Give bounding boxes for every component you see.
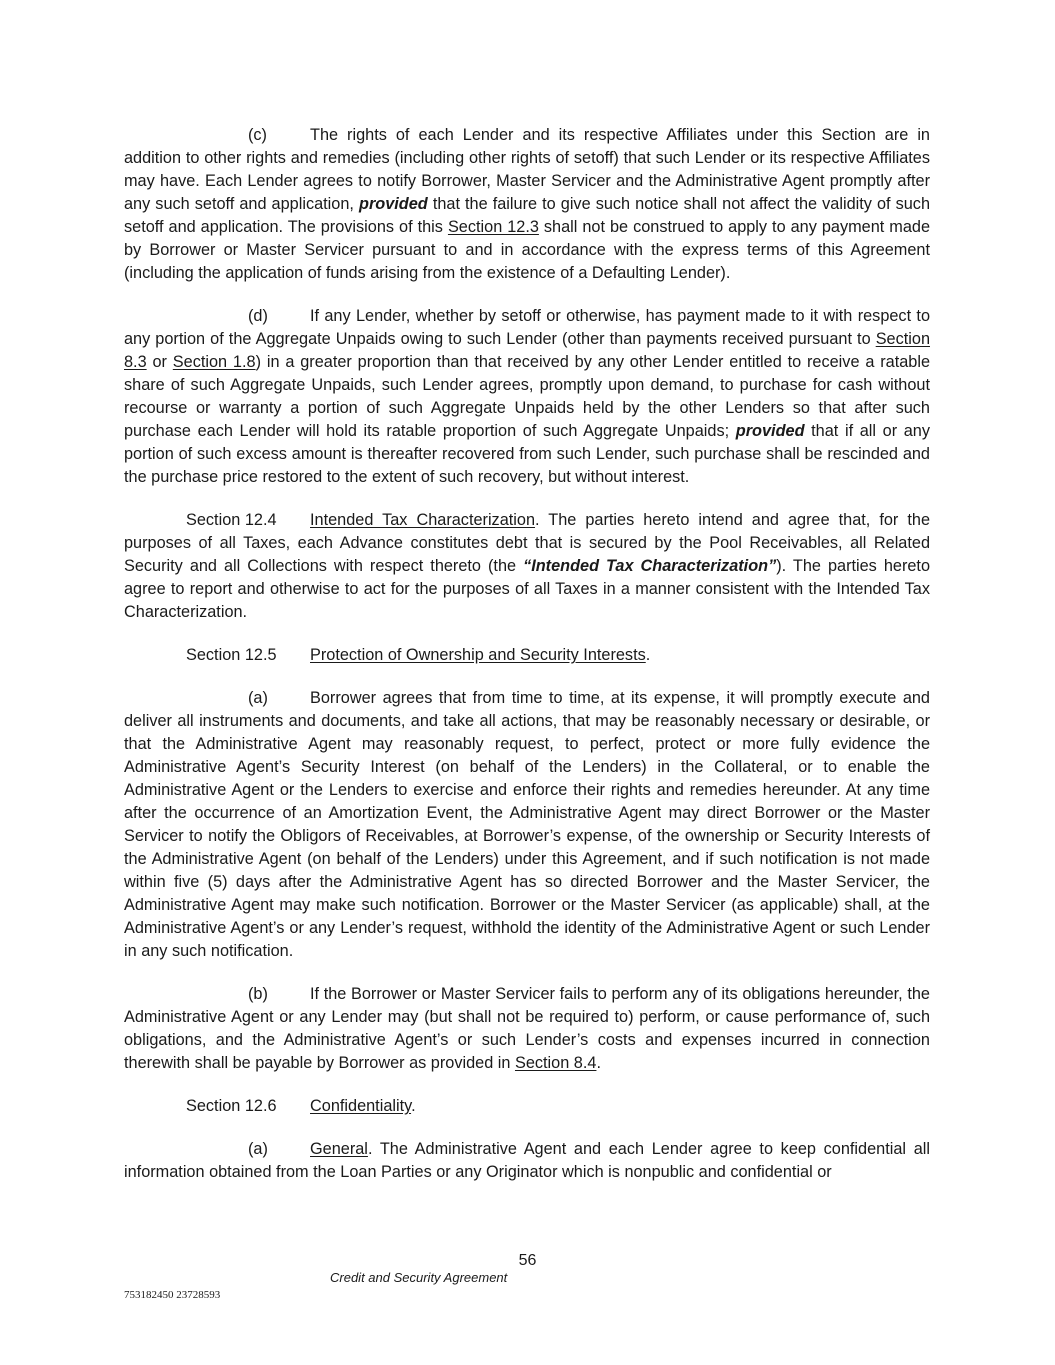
paragraph-text: ) in a greater proportion than that received by any other Lender entitled to receive a ratable share of such Aggregate Unpaids, such Lender agrees, promptly upon demand, to purchase for cash without recourse or warranty a portion of such Aggregate Unpaids held by the other Lenders so that after such purchase each Lender will hold its ratable proportion of such Aggregate Unpaids; bbox=[124, 353, 930, 440]
emphasis-provided: provided bbox=[735, 422, 805, 440]
document-id: 753182450 23728593 bbox=[124, 1289, 221, 1301]
paragraph-label: (c) bbox=[248, 126, 267, 144]
document-page bbox=[124, 124, 930, 1184]
paragraph-5b bbox=[124, 983, 930, 1075]
paragraph-label: (d) bbox=[248, 307, 268, 325]
paragraph-text: or bbox=[146, 353, 173, 371]
paragraph-5a bbox=[124, 687, 930, 963]
paragraph-text: If the Borrower or Master Servicer fails to perform any of its obligations hereunder, the Administrative Agent or any Lender may (but shall not be required to) perform, or cause performance of, such obligations, and the Administrative Agent’s or such Lender’s costs and expenses incurred in connection therewith shall be payable by Borrower as provided in bbox=[124, 985, 930, 1072]
section-12-5-heading bbox=[124, 644, 930, 667]
section-12-4 bbox=[124, 509, 930, 624]
cross-reference-link: Section 1.8 bbox=[172, 353, 256, 371]
paragraph-label: (a) bbox=[248, 689, 268, 707]
section-title: Confidentiality bbox=[310, 1097, 412, 1115]
paragraph-text: ). The parties hereto agree to report and otherwise to act for the purposes of all Taxes in a manner consistent with the Intended Tax Characterization. bbox=[124, 557, 930, 621]
section-title: Protection of Ownership and Security Interests bbox=[310, 646, 646, 664]
paragraph-text: shall not be construed to apply to any payment made by Borrower or Master Servicer pursuant to and in accordance with the express terms of this Agreement (including the application of funds arising from the existence of a Defaulting Lender). bbox=[124, 218, 930, 282]
paragraph-text: If any Lender, whether by setoff or otherwise, has payment made to it with respect to any portion of the Aggregate Unpaids owing to such Lender (other than payments received pursuant to bbox=[124, 307, 930, 348]
paragraph-label: (a) bbox=[248, 1140, 268, 1158]
emphasis-provided: provided bbox=[359, 195, 428, 213]
paragraph-text: . bbox=[596, 1054, 601, 1072]
paragraph-text: that the failure to give such notice shall not affect the validity of such setoff and application. The provisions of this bbox=[124, 195, 930, 236]
section-title: Intended Tax Characterization bbox=[310, 511, 536, 529]
section-number: Section 12.5 bbox=[186, 646, 277, 664]
paragraph-c bbox=[124, 124, 930, 285]
paragraph-label: (b) bbox=[248, 985, 268, 1003]
page-number: 56 bbox=[518, 1252, 537, 1269]
cross-reference-link: Section 12.3 bbox=[447, 218, 539, 236]
subsection-title: General bbox=[310, 1140, 368, 1158]
section-title-suffix: . bbox=[411, 1097, 416, 1115]
paragraph-6a bbox=[124, 1138, 930, 1184]
footer-title: Credit and Security Agreement bbox=[330, 1270, 508, 1285]
defined-term: “Intended Tax Characterization” bbox=[523, 557, 777, 575]
cross-reference-link: Section 8.3 bbox=[124, 330, 930, 371]
paragraph-text: . The Administrative Agent and each Lender agree to keep confidential all information obtained from the Loan Parties or any Originator which is nonpublic and confidential or bbox=[124, 1140, 930, 1181]
paragraph-d bbox=[124, 305, 930, 489]
section-12-6-heading bbox=[124, 1095, 930, 1118]
paragraph-text: Borrower agrees that from time to time, at its expense, it will promptly execute and deliver all instruments and documents, and take all actions, that may be reasonably necessary or desirable, or that the Administrative Agent may reasonably request, to perfect, protect or more fully evidence the Administrative Agent’s Security Interest (on behalf of the Lenders) in the Collateral, or to enable the Administrative Agent or the Lenders to exercise and enforce their rights and remedies hereunder. At any time after the occurrence of an Amortization Event, the Administrative Agent may direct Borrower or the Master Servicer to notify the Obligors of Receivables, at Borrower’s expense, of the ownership or Security Interests of the Administrative Agent (on behalf of the Lenders) under this Agreement, and if such notification is not made within five (5) days after the Administrative Agent has so directed Borrower and the Master Servicer, the Administrative Agent may make such notification. Borrower or the Master Servicer (as applicable) shall, at the Administrative Agent’s or any Lender’s request, withhold the identity of the Administrative Agent or such Lender in any such notification. bbox=[124, 689, 930, 960]
section-number: Section 12.4 bbox=[186, 511, 277, 529]
section-title-suffix: . bbox=[645, 646, 651, 664]
section-number: Section 12.6 bbox=[186, 1097, 277, 1115]
paragraph-text: . The parties hereto intend and agree that, for the purposes of all Taxes, each Advance constitutes debt that is secured by the Pool Receivables, all Related Security and all Collections with respect thereto (the bbox=[124, 511, 930, 575]
cross-reference-link: Section 8.4 bbox=[514, 1054, 597, 1072]
paragraph-text: The rights of each Lender and its respective Affiliates under this Section are in addition to other rights and remedies (including other rights of setoff) that such Lender or its respective Affiliates may have. Each Lender agrees to notify Borrower, Master Servicer and the Administrative Agent promptly after any such setoff and application, bbox=[124, 126, 930, 213]
paragraph-text: that if all or any portion of such excess amount is thereafter recovered from such Lender, such purchase shall be rescinded and the purchase price restored to the extent of such recovery, but without interest. bbox=[124, 422, 930, 486]
